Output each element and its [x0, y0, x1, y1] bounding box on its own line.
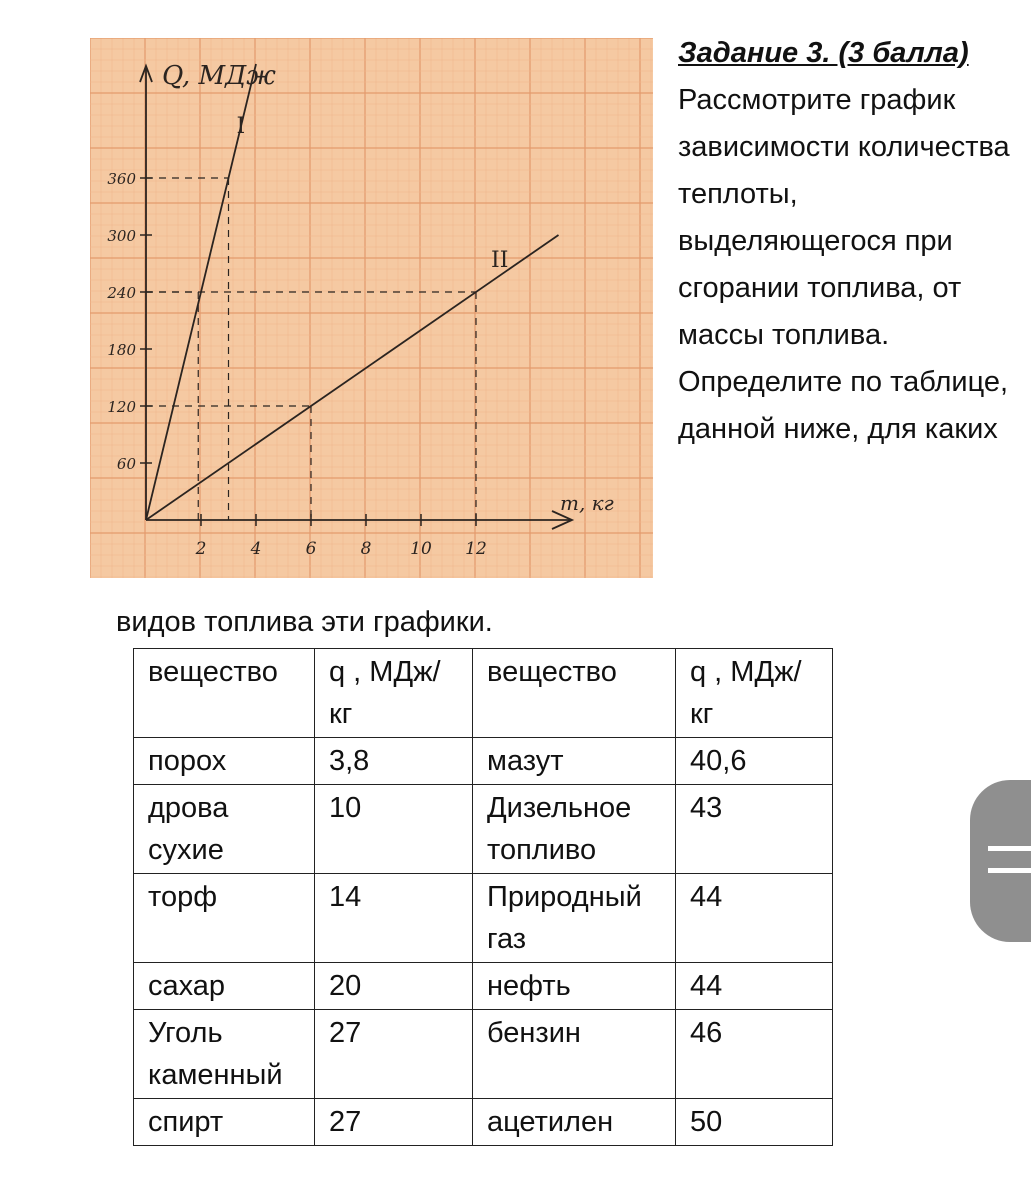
task-text	[678, 30, 1018, 453]
task-title: Задание 3. (3 балла)	[678, 37, 969, 69]
header-substance-2: вещество	[473, 649, 676, 738]
table-cell: 27	[315, 1099, 473, 1146]
y-tick-label: 360	[107, 170, 136, 188]
fuel-table	[133, 648, 833, 1146]
table-cell: 27	[315, 1010, 473, 1099]
table-cell: 14	[315, 874, 473, 963]
x-tick-label: 6	[305, 539, 317, 559]
handle-grip-line	[988, 846, 1031, 851]
x-tick-label: 2	[195, 539, 207, 559]
y-axis-label: Q, МДж	[162, 61, 276, 91]
header-q-1: q , МДж/кг	[315, 649, 473, 738]
table-row	[134, 963, 833, 1010]
table-cell: спирт	[134, 1099, 315, 1146]
table-cell: 46	[676, 1010, 833, 1099]
table-cell: Дизельное топливо	[473, 785, 676, 874]
table-cell: нефть	[473, 963, 676, 1010]
table-cell: мазут	[473, 738, 676, 785]
series-label-II: II	[491, 248, 509, 273]
task-continuation: видов топлива эти графики.	[116, 606, 493, 638]
table-row	[134, 738, 833, 785]
table-cell: 43	[676, 785, 833, 874]
table-cell: 10	[315, 785, 473, 874]
table-cell: Природный газ	[473, 874, 676, 963]
heat-graph	[90, 38, 653, 578]
table-cell: 50	[676, 1099, 833, 1146]
table-cell: Уголь каменный	[134, 1010, 315, 1099]
y-tick-label: 120	[107, 398, 136, 416]
table-row	[134, 785, 833, 874]
table-cell: 44	[676, 874, 833, 963]
x-tick-label: 4	[250, 539, 262, 559]
x-axis-label: m, кг	[560, 491, 614, 515]
table-cell: 44	[676, 963, 833, 1010]
table-header-row	[134, 649, 833, 738]
table-cell: ацетилен	[473, 1099, 676, 1146]
table-cell: 3,8	[315, 738, 473, 785]
table-row	[134, 1099, 833, 1146]
table-cell: торф	[134, 874, 315, 963]
chart-svg	[90, 38, 653, 578]
x-tick-label: 10	[410, 539, 432, 559]
side-drag-handle[interactable]	[970, 780, 1031, 942]
task-body: Рассмотрите график зависимости количества теплоты, выделяющегося при сгорании топлива, от массы топлива. Определите по таблице, данной ниже, для каких	[678, 84, 1010, 445]
y-tick-label: 180	[107, 341, 136, 359]
header-q-2: q , МДж/кг	[676, 649, 833, 738]
table-cell: дрова сухие	[134, 785, 315, 874]
table-cell: 20	[315, 963, 473, 1010]
y-tick-label: 300	[107, 227, 136, 245]
table-row	[134, 874, 833, 963]
series-label-I: I	[236, 114, 246, 139]
table-cell: бензин	[473, 1010, 676, 1099]
y-tick-label: 240	[107, 284, 136, 302]
x-tick-label: 12	[465, 539, 487, 559]
table-row	[134, 1010, 833, 1099]
table-cell: 40,6	[676, 738, 833, 785]
x-tick-label: 8	[360, 539, 372, 559]
handle-grip-line	[988, 868, 1031, 873]
table-cell: порох	[134, 738, 315, 785]
header-substance-1: вещество	[134, 649, 315, 738]
table-cell: сахар	[134, 963, 315, 1010]
y-tick-label: 60	[116, 455, 136, 473]
